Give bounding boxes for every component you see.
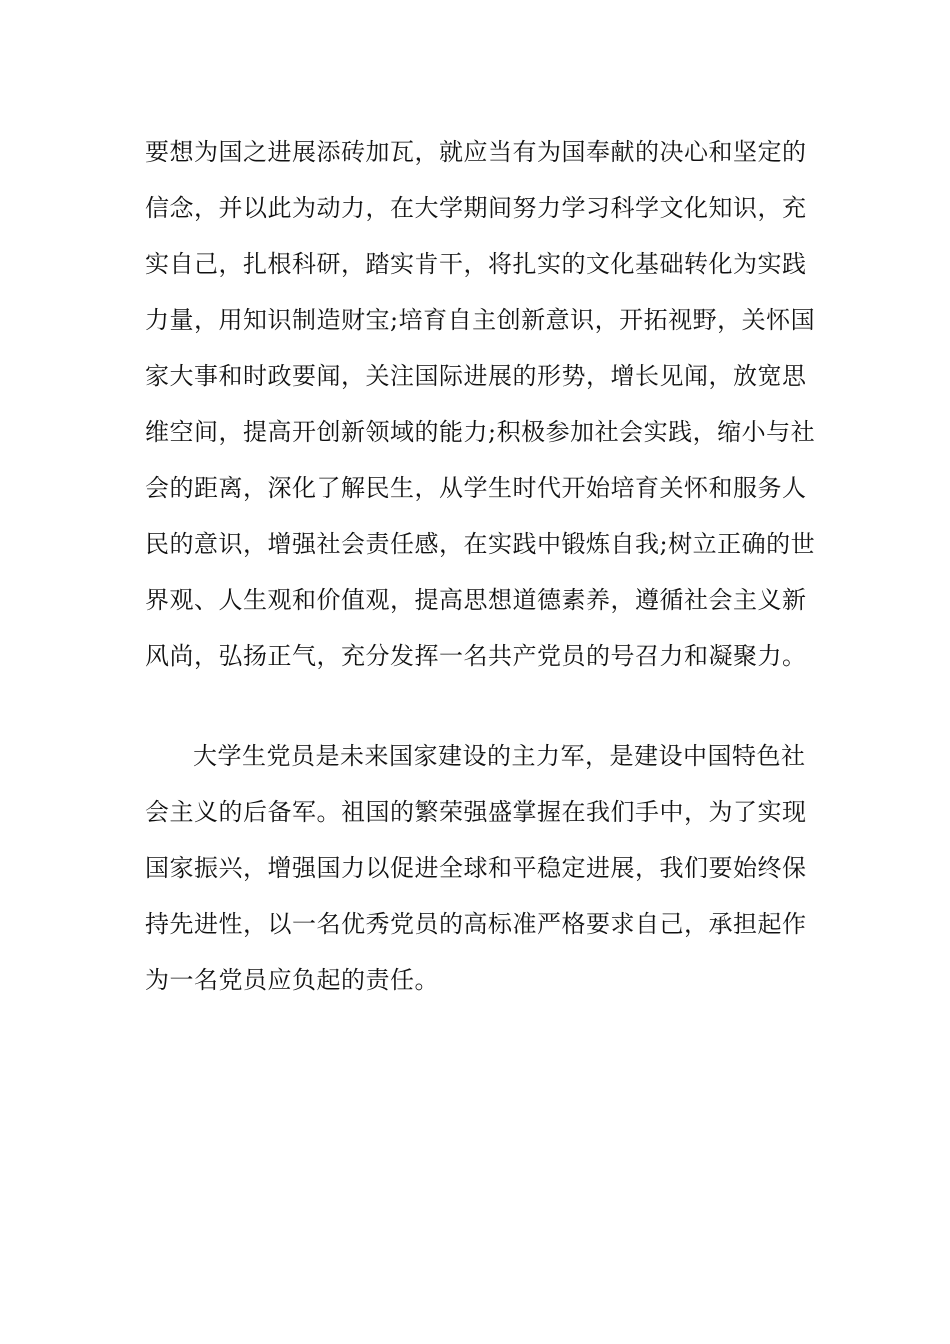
paragraph-1-line-4: 力量，用知识制造财宝;培育自主创新意识，开拓视野，关怀国 bbox=[145, 306, 816, 334]
paragraph-1-line-2: 信念，并以此为动力，在大学期间努力学习科学文化知识，充 bbox=[145, 194, 807, 222]
paragraph-1-line-5: 家大事和时政要闻，关注国际进展的形势，增长见闻，放宽思 bbox=[145, 362, 807, 390]
paragraph-1-line-8: 民的意识，增强社会责任感，在实践中锻炼自我;树立正确的世 bbox=[145, 530, 816, 558]
paragraph-2-line-4: 持先进性，以一名优秀党员的高标准严格要求自己，承担起作 bbox=[145, 910, 807, 938]
paragraph-1-line-9: 界观、人生观和价值观，提高思想道德素养，遵循社会主义新 bbox=[145, 586, 807, 614]
paragraph-1-line-10: 风尚，弘扬正气，充分发挥一名共产党员的号召力和凝聚力。 bbox=[145, 642, 807, 670]
paragraph-1-line-7: 会的距离，深化了解民生，从学生时代开始培育关怀和服务人 bbox=[145, 474, 807, 502]
paragraph-2-line-3: 国家振兴，增强国力以促进全球和平稳定进展，我们要始终保 bbox=[145, 854, 807, 882]
paragraph-2-line-2: 会主义的后备军。祖国的繁荣强盛掌握在我们手中，为了实现 bbox=[145, 798, 807, 826]
paragraph-2-line-5: 为一名党员应负起的责任。 bbox=[145, 966, 439, 994]
paragraph-2-line-1: 大学生党员是未来国家建设的主力军，是建设中国特色社 bbox=[193, 742, 806, 770]
paragraph-1-line-1: 要想为国之进展添砖加瓦，就应当有为国奉献的决心和坚定的 bbox=[145, 138, 807, 166]
paragraph-1-line-6: 维空间，提高开创新领域的能力;积极参加社会实践，缩小与社 bbox=[145, 418, 816, 446]
paragraph-1-line-3: 实自己，扎根科研，踏实肯干，将扎实的文化基础转化为实践 bbox=[145, 250, 807, 278]
